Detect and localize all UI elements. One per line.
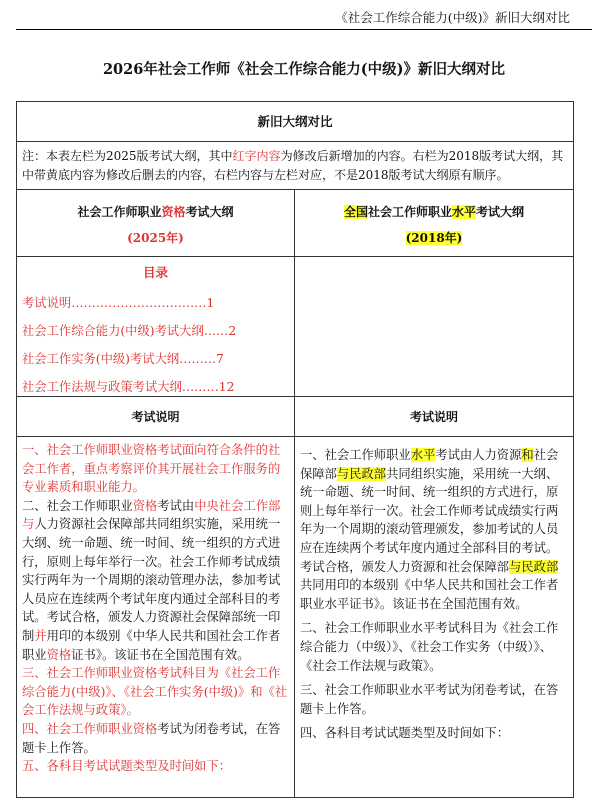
left-p5: 五、各科目考试试题类型及时间如下： bbox=[22, 759, 232, 774]
left-p2 bbox=[22, 497, 290, 664]
right-p1-a: 一、社会工作师职业 bbox=[300, 448, 411, 462]
right-head-b: 考试大纲 bbox=[476, 205, 525, 219]
toc-item: 考试说明……………………………1 bbox=[22, 296, 215, 310]
section-right: 考试说明 bbox=[409, 410, 458, 424]
toc-item: 社会工作法规与政策考试大纲………12 bbox=[22, 380, 235, 394]
right-head-year: (2018年) bbox=[405, 231, 463, 245]
left-p4-red: 资格 bbox=[132, 721, 158, 736]
table-heading: 新旧大纲对比 bbox=[17, 102, 573, 142]
right-head-a: 社会工作师职业 bbox=[367, 205, 452, 219]
section-heads bbox=[17, 397, 573, 437]
toc-title: 目录 bbox=[142, 265, 168, 280]
right-p1-b: 考试由人力资源 bbox=[435, 448, 522, 462]
header-rule bbox=[16, 29, 592, 30]
right-p1-hl4: 与民政部 bbox=[509, 559, 559, 574]
note-prefix: 注：本表左栏为2025版考试大纲，其中 bbox=[22, 149, 233, 163]
left-p4-b: 考试为闭卷考试，在答题卡上作答。 bbox=[22, 721, 281, 755]
right-body bbox=[295, 437, 573, 797]
body-row bbox=[17, 437, 573, 797]
toc-row bbox=[17, 257, 573, 397]
toc-item: 社会工作综合能力(中级)考试大纲……2 bbox=[22, 324, 237, 338]
left-p2-red3: 并 bbox=[34, 628, 47, 643]
right-p2: 二、社会工作师职业水平考试科目为《社会工作综合能力（中级）》、《社会工作实务（中级）》、《社会工作法规与政策》。 bbox=[300, 621, 559, 673]
toc-empty-cell bbox=[295, 257, 573, 396]
right-p1-d: 共同组织实施，采用统一大纲、统一命题、统一时间、统一组织的方式进行，原则上每年举行一次。社会工作师考试成绩实行两年为一个周期的滚动管理颁发，参加考试的人员应在连续两个考试年度内通过全部科目的考试。考试合格，颁发人力资源和社会保障部 bbox=[300, 466, 559, 574]
right-p3: 三、社会工作师职业水平考试为闭卷考试，在答题卡上作答。 bbox=[300, 683, 559, 716]
toc-item: 社会工作实务(中级)考试大纲………7 bbox=[22, 352, 224, 366]
running-header: 《社会工作综合能力(中级)》新旧大纲对比 bbox=[335, 10, 570, 25]
left-p2-red4: 资格 bbox=[46, 647, 72, 662]
right-p1-c: 社会保障部 bbox=[300, 448, 559, 481]
note-suffix: 为修改后新增加的内容。右栏为2018版考试大纲，其中带黄底内容为修改后删去的内容，右栏内容与左栏对应，不是2018版考试大纲原有顺序。 bbox=[22, 149, 564, 182]
left-body bbox=[17, 437, 295, 797]
document-title: 2026年社会工作师《社会工作综合能力(中级)》新旧大纲对比 bbox=[102, 61, 506, 78]
left-p4 bbox=[22, 720, 290, 757]
left-p2-a: 二、社会工作师职业 bbox=[22, 498, 133, 513]
comparison-table bbox=[16, 101, 574, 798]
right-p1-hl3: 与民政部 bbox=[336, 466, 387, 481]
left-p2-c: 人力资源社会保障部共同组织实施，采用统一大纲、统一命题、统一时间、统一组织的方式进行，原则上每年举行一次。社会工作师考试成绩实行两年为一个周期的滚动管理办法，参加考试人员应在连续两个考试年度内通过全部科目的考试。考试合格，颁发人力资源社会保障部统一印制 bbox=[22, 517, 281, 643]
left-p2-b: 考试由 bbox=[157, 498, 195, 513]
column-heads bbox=[17, 190, 573, 257]
left-p2-d: 用印的本级别《中华人民共和国社会工作者职业 bbox=[22, 628, 281, 662]
right-head-hl1: 全国 bbox=[343, 205, 368, 219]
left-column-head bbox=[17, 190, 295, 256]
left-p2-red2: 中央社会工作部与 bbox=[22, 498, 281, 532]
left-p1: 一、社会工作师职业资格考试面向符合条件的社会工作者，重点考察评价其开展社会工作服务的专业素质和职业能力。 bbox=[22, 443, 281, 495]
left-head-a: 社会工作师职业 bbox=[77, 205, 162, 219]
right-p1-hl2: 和 bbox=[521, 448, 534, 462]
left-head-year: (2025年) bbox=[127, 231, 184, 245]
right-p4: 四、各科目考试试题类型及时间如下： bbox=[300, 726, 510, 741]
left-p2-red1: 资格 bbox=[132, 498, 158, 513]
table-note bbox=[17, 142, 573, 190]
left-p3: 三、社会工作师职业资格考试科目为《社会工作综合能力(中级)》、《社会工作实务(中级)》和《社会工作法规与政策》。 bbox=[22, 666, 288, 718]
right-p1 bbox=[300, 446, 569, 613]
left-p2-e: 证书》。该证书在全国范围有效。 bbox=[71, 647, 250, 662]
right-column-head bbox=[295, 190, 573, 256]
toc bbox=[17, 257, 295, 396]
left-head-red: 资格 bbox=[161, 205, 186, 219]
section-left: 考试说明 bbox=[17, 397, 295, 436]
right-head-hl2: 水平 bbox=[452, 205, 477, 219]
left-head-b: 考试大纲 bbox=[185, 205, 234, 219]
left-p4-a: 四、社会工作师职业 bbox=[22, 721, 133, 736]
note-red: 红字内容 bbox=[232, 149, 281, 163]
right-p1-e: 共同用印的本级别《中华人民共和国社会工作者职业水平证书》。该证书在全国范围有效。 bbox=[300, 578, 559, 611]
right-p1-hl1: 水平 bbox=[410, 448, 436, 462]
